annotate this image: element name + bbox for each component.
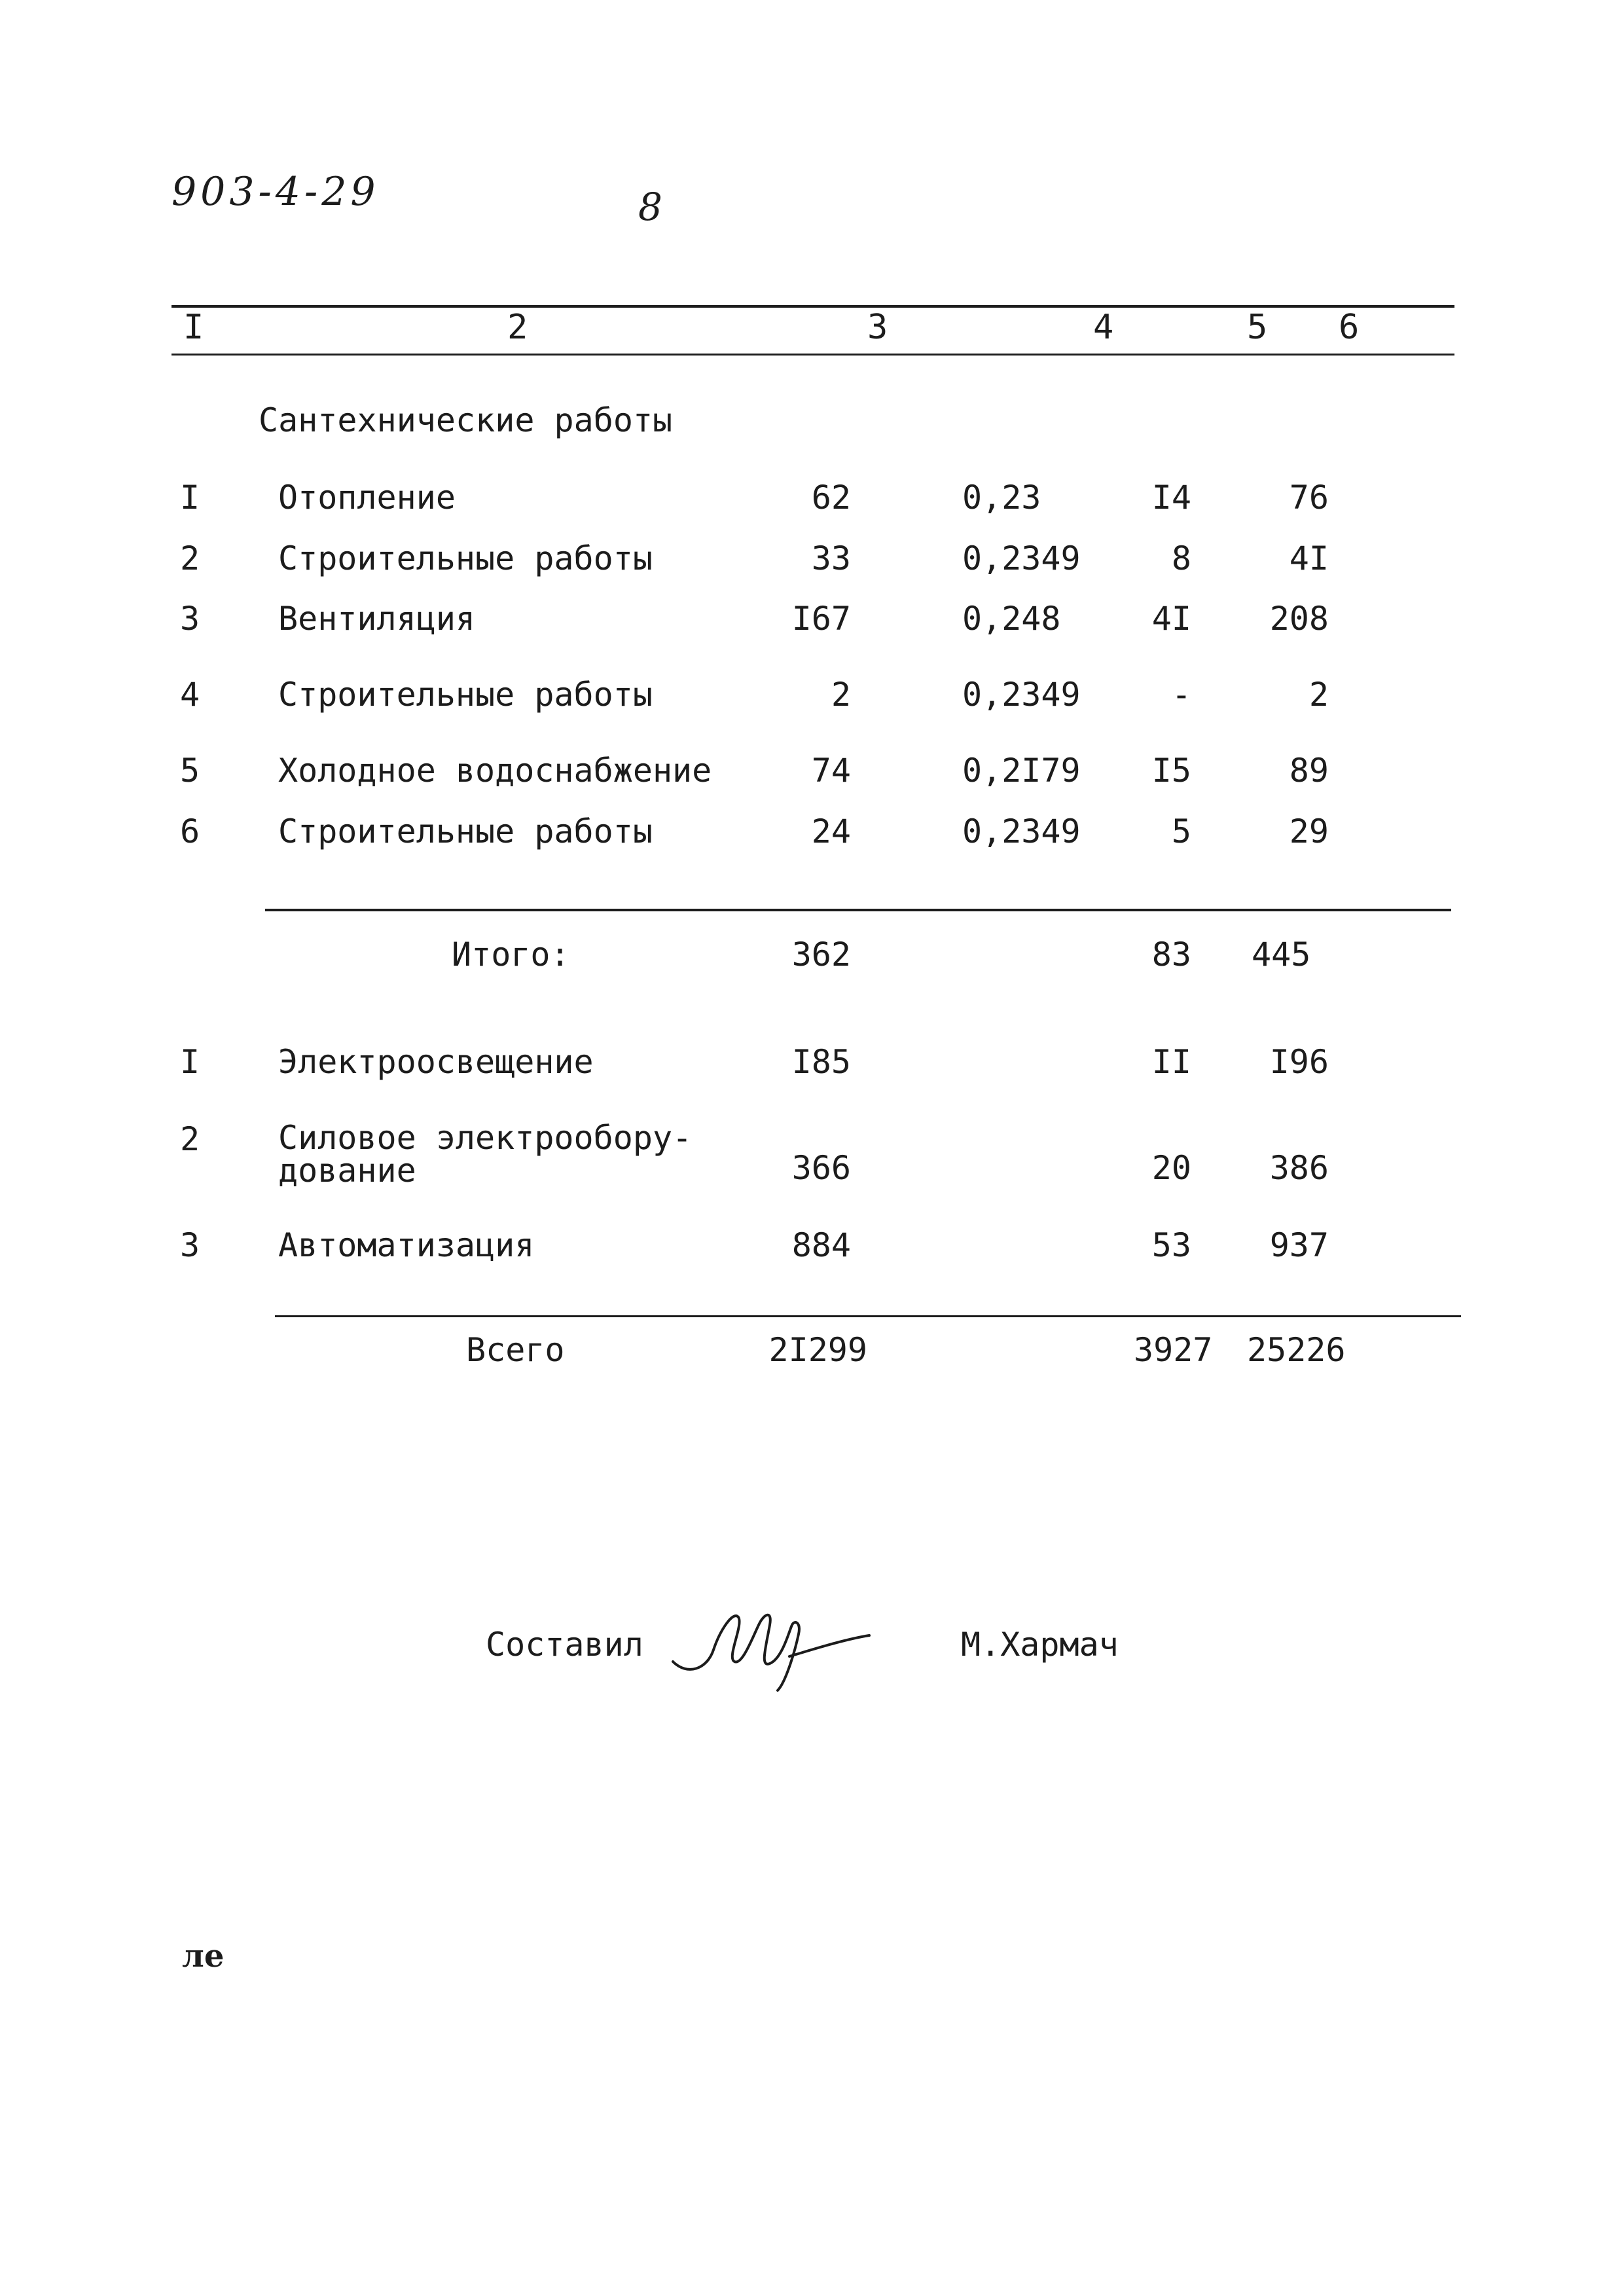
row-name-line1: Силовое электрообору- (278, 1119, 693, 1157)
row-col6: 386 (1269, 1149, 1329, 1187)
row-col3: 33 (811, 539, 851, 577)
document-code: 903-4-29 (171, 169, 380, 215)
row-col5: 53 (1151, 1226, 1191, 1264)
row-col3: 2 (831, 676, 851, 714)
subtotal-label: Итого: (452, 936, 570, 974)
total-col6: 25226 (1247, 1331, 1346, 1369)
row-col5: - (1171, 676, 1191, 714)
row-col6: 76 (1289, 479, 1329, 517)
column-header-6: 6 (1339, 308, 1360, 347)
row-col6: 29 (1289, 812, 1329, 850)
row-name: Автоматизация (278, 1226, 535, 1264)
subtotal-rule (265, 909, 1451, 911)
row-col3: 366 (791, 1149, 851, 1187)
row-index: 3 (180, 600, 200, 638)
total-col3: 2I299 (768, 1331, 867, 1369)
row-col6: 4I (1289, 539, 1329, 577)
row-col3: I67 (791, 600, 851, 638)
subtotal-col6: 445 (1252, 936, 1311, 974)
row-col3: 74 (811, 752, 851, 790)
subtotal-col5: 83 (1151, 936, 1191, 974)
row-name: Вентиляция (278, 600, 476, 638)
subtotal-col3: 362 (791, 936, 851, 974)
row-col3: 884 (791, 1226, 851, 1264)
signer-name: М.Хармач (961, 1626, 1119, 1664)
row-col5: 20 (1151, 1149, 1191, 1187)
total-col5: 3927 (1134, 1331, 1213, 1369)
row-index: 2 (180, 1120, 200, 1158)
row-name: Холодное водоснабжение (278, 752, 712, 790)
page-number: 8 (638, 185, 662, 229)
row-col6: 208 (1269, 600, 1329, 638)
row-index: I (180, 1043, 200, 1081)
row-name-line2: дование (278, 1152, 416, 1190)
table-header-rule (171, 354, 1454, 355)
row-col6: 937 (1269, 1226, 1329, 1264)
row-col5: II (1151, 1043, 1191, 1081)
total-rule (275, 1315, 1461, 1317)
row-name: Отопление (278, 479, 456, 517)
row-index: 2 (180, 539, 200, 577)
column-header-4: 4 (1093, 308, 1114, 347)
row-col5: 8 (1171, 539, 1191, 577)
row-col6: I96 (1269, 1043, 1329, 1081)
row-col5: I4 (1151, 479, 1191, 517)
row-col3: 24 (811, 812, 851, 850)
row-col4: 0,248 (962, 600, 1061, 638)
row-name: Строительные работы (278, 812, 653, 850)
row-col5: 5 (1171, 812, 1191, 850)
signature-mark (661, 1584, 877, 1702)
row-col4: 0,2349 (962, 812, 1081, 850)
column-header-3: 3 (867, 308, 888, 347)
row-col3: 62 (811, 479, 851, 517)
column-header-2: 2 (507, 308, 528, 347)
column-header-5: 5 (1247, 308, 1268, 347)
signature-label: Составил (486, 1626, 643, 1664)
row-col3: I85 (791, 1043, 851, 1081)
row-name: Электроосвещение (278, 1043, 594, 1081)
footer-mark: ле (182, 1938, 225, 1975)
row-index: 4 (180, 676, 200, 714)
row-col5: I5 (1151, 752, 1191, 790)
row-name: Строительные работы (278, 676, 653, 714)
row-index: 6 (180, 812, 200, 850)
row-col4: 0,2349 (962, 539, 1081, 577)
row-col4: 0,2I79 (962, 752, 1081, 790)
row-index: I (180, 479, 200, 517)
row-col4: 0,2349 (962, 676, 1081, 714)
row-col6: 2 (1308, 676, 1329, 714)
total-label: Всего (466, 1331, 565, 1369)
row-col5: 4I (1151, 600, 1191, 638)
column-header-1: I (183, 308, 204, 347)
row-col6: 89 (1289, 752, 1329, 790)
section-title: Сантехнические работы (259, 401, 673, 439)
row-name: Строительные работы (278, 539, 653, 577)
row-index: 3 (180, 1226, 200, 1264)
row-col4: 0,23 (962, 479, 1041, 517)
row-index: 5 (180, 752, 200, 790)
